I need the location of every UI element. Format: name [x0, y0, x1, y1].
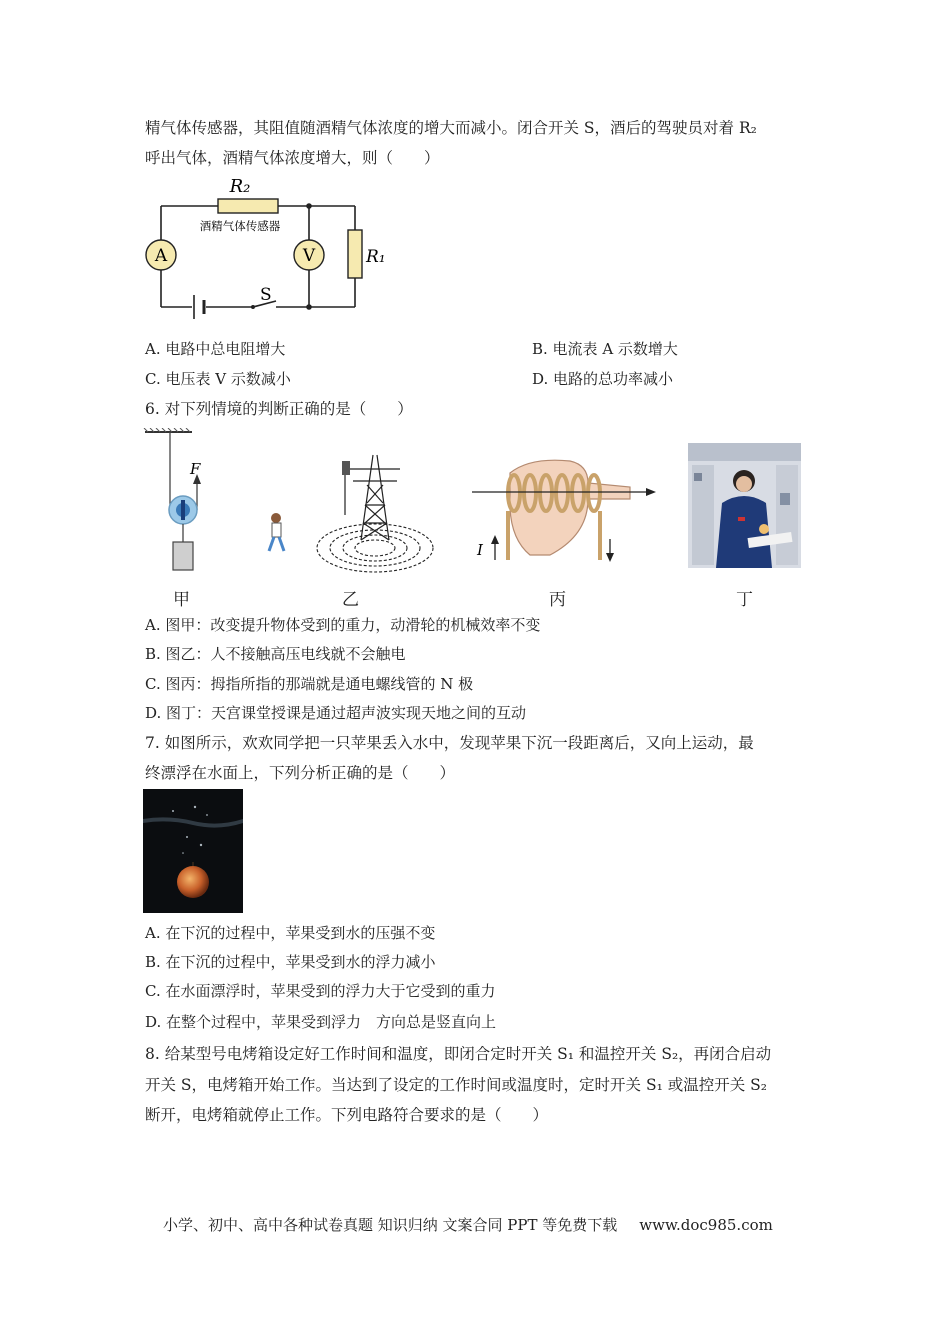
footer-text: 小学、初中、高中各种试卷真题 知识归纳 文案合同 PPT 等免费下载 [163, 1216, 618, 1234]
r2-resistor [218, 199, 278, 213]
q5-option-d: D. 电路的总功率减小 [532, 370, 674, 388]
q5-circuit-diagram [140, 170, 390, 330]
caption-jia: 甲 [173, 590, 190, 610]
q5-option-b: B. 电流表 A 示数增大 [532, 340, 678, 358]
r1-label: R₁ [366, 247, 386, 267]
switch-label: S [260, 285, 272, 305]
q8-line3: 断开，电烤箱就停止工作。下列电路符合要求的是（ ） [145, 1106, 549, 1124]
page-footer [163, 1214, 773, 1235]
q6-option-d: D. 图丁：天宫课堂授课是通过超声波实现天地之间的互动 [145, 704, 527, 722]
q7-option-d: D. 在整个过程中，苹果受到浮力 方向总是竖直向上 [145, 1013, 497, 1031]
caption-ding: 丁 [736, 590, 753, 610]
footer-url[interactable]: www.doc985.com [639, 1216, 773, 1234]
r2-label: R₂ [229, 176, 251, 197]
q7-option-b: B. 在下沉的过程中，苹果受到水的浮力减小 [145, 953, 436, 971]
current-label: I [477, 541, 483, 559]
q6-option-b: B. 图乙：人不接触高压电线就不会触电 [145, 645, 406, 663]
apple-in-water-photo [143, 789, 243, 913]
space-station-photo [688, 443, 801, 568]
q8-line1: 8. 给某型号电烤箱设定好工作时间和温度，即闭合定时开关 S₁ 和温控开关 S₂，再闭合启动 [145, 1045, 772, 1063]
q8-line2: 开关 S，电烤箱开始工作。当达到了设定的工作时间或温度时，定时开关 S₁ 或温控开关 S₂ [145, 1076, 767, 1094]
q7-option-c: C. 在水面漂浮时，苹果受到的浮力大于它受到的重力 [145, 982, 496, 1000]
q7-stem-line1: 7. 如图所示，欢欢同学把一只苹果丢入水中，发现苹果下沉一段距离后，又向上运动，最 [145, 734, 754, 752]
caption-bing: 丙 [549, 590, 566, 610]
tower-figure [255, 445, 440, 580]
solenoid-hand-figure [470, 455, 660, 565]
q5-stem-line1: 精气体传感器，其阻值随酒精气体浓度的增大而减小。闭合开关 S，酒后的驾驶员对着 R₂ [145, 119, 757, 137]
pulley-figure [140, 428, 220, 578]
q5-stem-line2: 呼出气体，酒精气体浓度增大，则（ ） [145, 149, 440, 167]
q5-option-a: A. 电路中总电阻增大 [145, 340, 286, 358]
q5-option-c: C. 电压表 V 示数减小 [145, 370, 291, 388]
voltmeter-label: V [302, 246, 316, 266]
q6-option-a: A. 图甲：改变提升物体受到的重力，动滑轮的机械效率不变 [145, 616, 541, 634]
caption-yi: 乙 [342, 590, 359, 610]
q7-stem-line2: 终漂浮在水面上，下列分析正确的是（ ） [145, 764, 456, 782]
q6-option-c: C. 图丙：拇指所指的那端就是通电螺线管的 N 极 [145, 675, 474, 693]
force-label: F [190, 460, 201, 478]
sensor-label: 酒精气体传感器 [199, 219, 281, 233]
q6-stem: 6. 对下列情境的判断正确的是（ ） [145, 400, 413, 418]
r1-resistor [348, 230, 362, 278]
q7-option-a: A. 在下沉的过程中，苹果受到水的压强不变 [145, 924, 436, 942]
ammeter-label: A [154, 246, 168, 266]
